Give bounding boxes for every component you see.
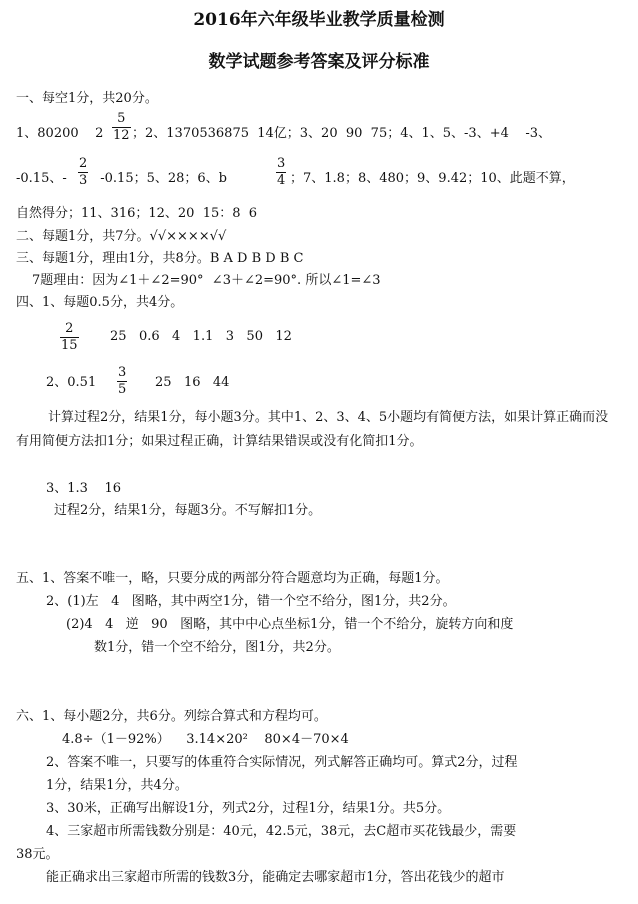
section4-row2-part2: 25 16 44: [155, 375, 230, 390]
fraction-numerator: 2: [79, 156, 88, 171]
fraction-5-12: [112, 111, 131, 144]
section4-row3: 3、1.3 16: [46, 481, 122, 496]
fraction-numerator: 3: [277, 156, 286, 171]
page-title: 2016年六年级毕业教学质量检测: [193, 10, 445, 30]
section6-line6: 4、三家超市所需钱数分别是：40元，42.5元，38元，去C超市买花钱最少，需要: [46, 824, 517, 839]
section4-heading: 四、1、每题0.5分，共4分。: [16, 295, 184, 310]
page-subtitle: 数学试题参考答案及评分标准: [208, 52, 430, 72]
section4-row4: 过程2分，结果1分，每题3分。不写解扣1分。: [54, 503, 322, 518]
section1-row2-part1: -0.15、-: [16, 171, 67, 186]
section4-row2-part1: 2、0.51: [46, 375, 97, 390]
fraction-2-15: [60, 321, 79, 354]
section5-line4: 数1分，错一个空不给分，图1分，共2分。: [94, 640, 340, 655]
section6-line4: 1分，结果1分，共4分。: [46, 778, 188, 793]
section1-row1-part1: 1、80200 2: [16, 126, 104, 141]
section3-reason: 7题理由：因为∠1＋∠2=90° ∠3＋∠2=90°. 所以∠1=∠3: [32, 273, 381, 288]
fraction-numerator: 3: [118, 365, 127, 380]
section5-line3: (2)4 4 逆 90 图略，其中中心点坐标1分，错一个不给分，旋转方向和度: [66, 617, 514, 632]
section6-line3: 2、答案不唯一，只要写的体重符合实际情况，列式解答正确均可。算式2分，过程: [46, 755, 518, 770]
section1-row3: 自然得分；11、316；12、20 15：8 6: [16, 206, 258, 221]
section6-line8: 能正确求出三家超市所需的钱数3分，能确定去哪家超市1分，答出花钱少的超市: [46, 870, 505, 885]
fraction-2-3: [78, 156, 88, 189]
section6-line2: 4.8÷（1－92%） 3.14×20² 80×4－70×4: [62, 732, 349, 747]
fraction-numerator: 2: [60, 321, 79, 338]
fraction-denominator: 12: [113, 128, 130, 143]
section1-row1-part2: ；2、1370536875 14亿；3、20 90 75；4、1、5、-3、+4 -3、: [132, 126, 552, 141]
section3-heading: 三、每题1分，理由1分，共8分。B A D B D B C: [16, 251, 304, 266]
fraction-denominator: 15: [61, 338, 78, 353]
section2-heading: 二、每题1分，共7分。√√××××√√: [16, 229, 227, 244]
section5-heading: 五、1、答案不唯一，略，只要分成的两部分符合题意均为正确，每题1分。: [16, 571, 449, 586]
section1-row2-part2: -0.15；5、28；6、b: [92, 171, 228, 186]
fraction-denominator: 3: [79, 173, 88, 188]
section4-scoring-note: 计算过程2分，结果1分，每小题3分。其中1、2、3、4、5小题均有简便方法，如果计算正确而没有用简便方法扣1分；如果过程正确，计算结果错误或没有化简扣1分。: [16, 410, 609, 449]
section6-line5: 3、30米，正确写出解设1分，列式2分，过程1分，结果1分。共5分。: [46, 801, 451, 816]
section4-row1: 25 0.6 4 1.1 3 50 12: [110, 329, 292, 344]
fraction-3-5: [117, 365, 127, 398]
section6-heading: 六、1、每小题2分，共6分。列综合算式和方程均可。: [16, 709, 327, 724]
section6-line7: 38元。: [16, 847, 59, 862]
section1-row2-part3: ；7、1.8；8、480；9、9.42；10、此题不算，: [290, 171, 575, 186]
fraction-denominator: 4: [277, 173, 286, 188]
fraction-numerator: 5: [112, 111, 131, 128]
section5-line2: 2、(1)左 4 图略，其中两空1分，错一个空不给分，图1分，共2分。: [46, 594, 456, 609]
fraction-denominator: 5: [118, 382, 127, 397]
section1-heading: 一、每空1分，共20分。: [16, 91, 158, 106]
fraction-3-4: [276, 156, 286, 189]
